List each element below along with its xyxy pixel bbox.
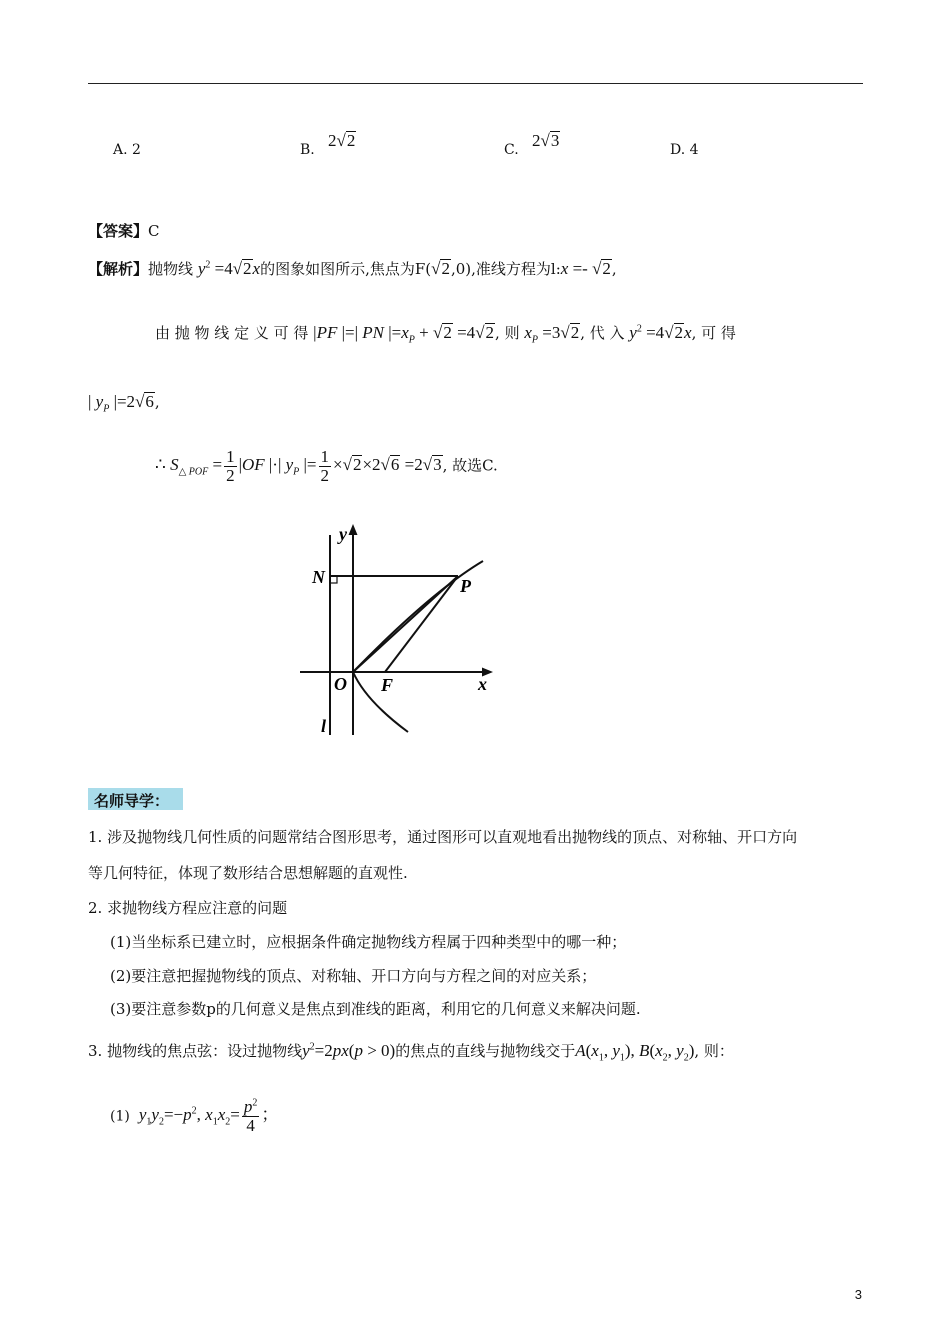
label-n: N (312, 567, 325, 587)
answer-line (88, 220, 160, 241)
analysis-line-3: | $y_P$ |=2√6, (88, 392, 160, 415)
analysis-line-2: 由 抛 物 线 定 义 可 得 |PF |=| PN $|=x_P + √2 =4√2$, 则 $x_P =3√2$, 代 入 $y^2 =4√2x$, 可 得 (155, 323, 736, 346)
tip-2-item-1: (1)当坐标系已建立时，应根据条件确定抛物线方程属于四种类型中的哪一种； (110, 933, 627, 951)
segment-op (353, 576, 458, 672)
answer-label: 【答案】 (88, 222, 149, 240)
tips-badge: 名师导学： (88, 788, 183, 810)
definition-equation: |PF |=| PN $|=x_P + √2 =4√2$ (313, 323, 495, 346)
tip-3-item-1: (1) $y_1y_2=-p^2$, $x_1x_2=$ $\frac{p^2}{4}$ ； (110, 1097, 279, 1135)
parabola-equation: $y^2 =4√2x$ (197, 259, 261, 278)
header-rule (88, 83, 863, 84)
tip-2: 2. 求抛物线方程应注意的问题 (88, 899, 288, 917)
xp-value: $x_P =3√2$ (524, 323, 580, 346)
tip-3: 3. 抛物线的焦点弦：设过抛物线$y^2=2px(p > 0)$的焦点的直线与抛物线交于$A(x_1$, $y_1$), $B(x_2$, $y_2$), 则： (88, 1041, 734, 1064)
tip-2-item-3: (3)要注意参数p的几何意义是焦点到准线的距离，利用它的几何意义来解决问题. (110, 1000, 641, 1018)
label-x: x (478, 674, 487, 694)
option-b-value: 2√2 (328, 131, 356, 150)
label-l: l (321, 716, 327, 736)
general-parabola: $y^2=2px(p > 0)$ (302, 1041, 396, 1060)
label-o: O (334, 674, 347, 694)
yp-value: | $y_P$ |=2√6 (88, 392, 154, 415)
segment-pf (385, 576, 458, 672)
parabola-figure (290, 520, 505, 745)
analysis-label: 【解析】 (88, 260, 149, 278)
option-a: A. 2 (113, 142, 141, 158)
option-c-value: 2√3 (532, 131, 560, 150)
tip-1-line-1: 1. 涉及抛物线几何性质的问题常结合图形思考，通过图形可以直观地看出抛物线的顶点、对称轴、开口方向 (88, 828, 798, 846)
tip-2-item-2: (2)要注意把握抛物线的顶点、对称轴、开口方向与方程之间的对应关系； (110, 967, 597, 985)
option-b-label: B. (300, 142, 315, 158)
label-f: F (381, 675, 394, 695)
answer-value: C (148, 222, 160, 240)
area-equation: ∴ $S_{\triangle POF}$ = $\frac{1}{2}$ |OF |·| $y_P$ |= $\frac{1}{2}$ ×√2×2√6 =2√3 (155, 447, 442, 485)
label-y: y (339, 524, 347, 544)
intersection-points: $A(x_1$, $y_1$), $B(x_2$, $y_2$) (575, 1041, 695, 1064)
label-p: P (460, 576, 471, 596)
directrix-equation: x =- √2 (560, 259, 611, 278)
option-d: D. 4 (670, 142, 699, 158)
page-number: 3 (854, 1287, 862, 1302)
option-c-label: C. (504, 142, 519, 158)
analysis-line-4: ∴ $S_{\triangle POF}$ = $\frac{1}{2}$ |OF |·| $y_P$ |= $\frac{1}{2}$ ×√2×2√6 =2√3, 故选C. (155, 447, 498, 485)
focal-chord-relation: $y_1y_2=-p^2$, $x_1x_2=$ $\frac{p^2}{4}$ ； (134, 1097, 279, 1135)
tip-1-line-2: 等几何特征，体现了数形结合思想解题的直观性. (88, 864, 408, 882)
analysis-line-1: 【解析】抛物线 $y^2 =4√2x$的图象如图所示,焦点为F(√2,0),准线方程为l:x =- √2, (88, 259, 617, 278)
y-axis-arrow (349, 524, 358, 535)
right-angle-mark (330, 576, 337, 583)
